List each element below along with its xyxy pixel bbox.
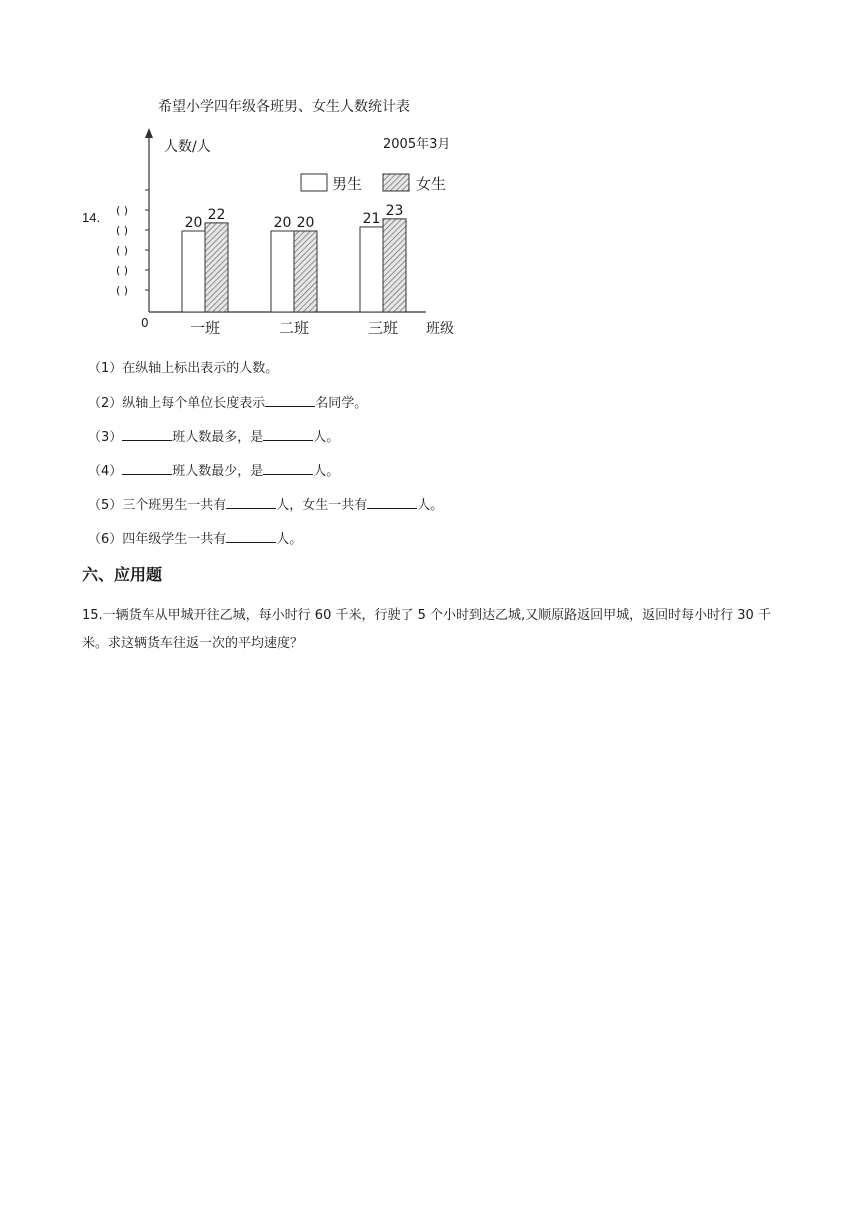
bar-girls-3	[383, 219, 406, 312]
y-axis-placeholder-1: ( )	[116, 204, 129, 217]
y-axis-placeholder-4: ( )	[116, 264, 129, 277]
sub-question-3	[88, 428, 339, 447]
category-label-2: 二班	[278, 319, 310, 337]
sub-question-text: 人。	[313, 430, 340, 445]
chart-legend	[301, 174, 446, 193]
sub-question-text: （3）	[88, 430, 123, 445]
x-axis-label: 班级	[426, 321, 454, 337]
answer-blank[interactable]	[265, 394, 315, 407]
y-axis-placeholder-2: ( )	[116, 224, 129, 237]
value-label-girls-3: 23	[385, 202, 404, 219]
section-title: 六、应用题	[82, 565, 163, 584]
sub-question-text: 班人数最多，是	[172, 430, 264, 445]
sub-question-text: 人，女生一共有	[276, 498, 368, 513]
value-label-boys-2: 20	[273, 215, 292, 231]
value-label-boys-3: 21	[362, 210, 381, 227]
bar-boys-2	[271, 231, 294, 312]
bars-group	[182, 203, 406, 312]
y-axis-label: 人数/人	[164, 139, 211, 155]
sub-question-text: 班人数最少，是	[172, 464, 264, 479]
origin-label: 0	[141, 316, 149, 330]
legend-swatch-boys	[301, 174, 327, 191]
category-labels	[190, 319, 398, 337]
sub-question-text: 人。	[417, 498, 444, 513]
category-label-1: 一班	[189, 319, 221, 337]
bar-boys-3	[360, 227, 383, 312]
sub-question-text: 名同学。	[315, 396, 368, 411]
answer-blank[interactable]	[122, 428, 172, 441]
category-label-3: 三班	[367, 319, 399, 337]
sub-question-5	[88, 496, 443, 515]
value-label-girls-2: 20	[296, 215, 315, 231]
sub-question-text: 人。	[313, 464, 340, 479]
legend-label-boys: 男生	[332, 175, 363, 193]
sub-question-text: （4）	[88, 464, 123, 479]
value-label-boys-1: 20	[184, 215, 203, 231]
answer-blank[interactable]	[263, 428, 313, 441]
y-axis-placeholders	[116, 204, 128, 297]
answer-blank[interactable]	[226, 530, 276, 543]
y-axis-ticks	[145, 190, 149, 290]
y-axis-placeholder-3: ( )	[116, 244, 129, 257]
answer-blank[interactable]	[122, 462, 172, 475]
answer-blank[interactable]	[226, 496, 276, 509]
sub-question-text: （1）在纵轴上标出表示的人数。	[88, 361, 279, 376]
sub-question-text: （6）四年级学生一共有	[88, 532, 227, 547]
legend-swatch-girls	[383, 174, 409, 191]
bar-girls-2	[294, 231, 317, 312]
y-axis-placeholder-5: ( )	[116, 284, 129, 297]
chart-title: 希望小学四年级各班男、女生人数统计表	[158, 99, 410, 115]
bar-girls-1	[205, 223, 228, 312]
sub-question-text: （2）纵轴上每个单位长度表示	[88, 396, 266, 411]
sub-question-4	[88, 462, 339, 481]
question-number: 14.	[82, 210, 101, 225]
problem-15: 15.一辆货车从甲城开往乙城，每小时行 60 千米，行驶了 5 个小时到达乙城,又顺原路返回甲城，返回时每小时行 30 千米。求这辆货车往返一次的平均速度？	[82, 608, 771, 651]
y-axis-arrow	[145, 128, 153, 138]
sub-question-6	[88, 530, 302, 549]
bar-boys-1	[182, 231, 205, 312]
legend-label-girls: 女生	[416, 175, 447, 193]
chart-date: 2005年3月	[383, 137, 451, 152]
sub-question-1	[88, 360, 278, 378]
sub-question-text: （5）三个班男生一共有	[88, 498, 227, 513]
sub-question-text: 人。	[276, 532, 303, 547]
value-label-girls-1: 22	[207, 206, 226, 223]
answer-blank[interactable]	[263, 462, 313, 475]
bar-chart	[108, 88, 468, 343]
answer-blank[interactable]	[367, 496, 417, 509]
sub-question-2	[88, 394, 367, 413]
